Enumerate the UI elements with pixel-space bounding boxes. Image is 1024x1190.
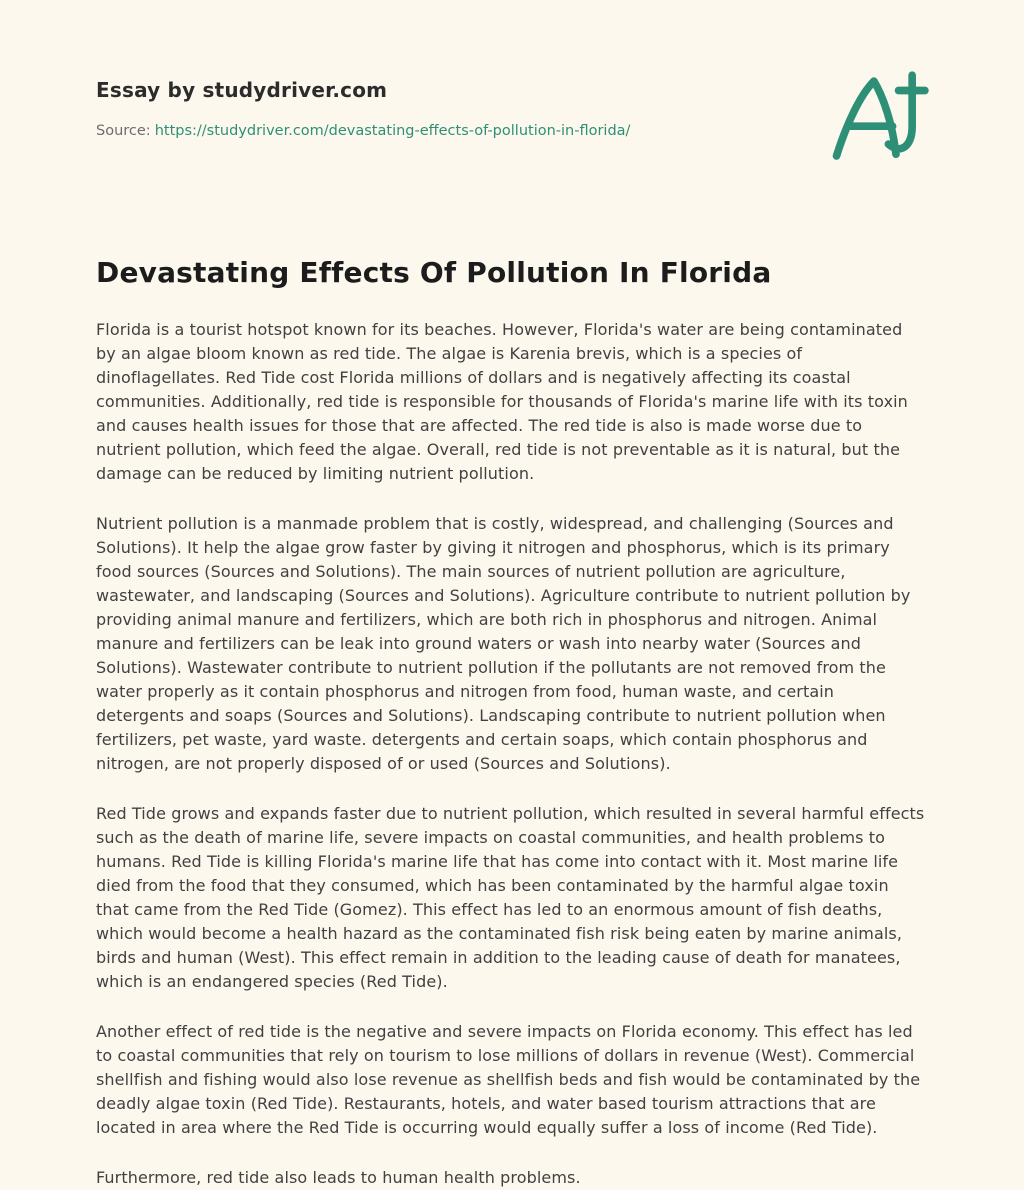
essay-paragraph-1: Florida is a tourist hotspot known for its beaches. However, Florida's water are being contaminated by an algae bloom known as red tide. The algae is Karenia brevis, which is a species of dinoflagellates. Red Tide cost Florida millions of dollars and is negatively affecting its coastal communities. Additionally, red tide is responsible for thousands of Florida's marine life with its toxin and causes health issues for those that are affected. The red tide is also is made worse due to nutrient pollution, which feed the algae. Overall, red tide is not preventable as it is natural, but the damage can be reduced by limiting nutrient pollution. — [96, 320, 908, 483]
essay-body — [96, 318, 926, 1190]
source-label: Source: — [96, 123, 151, 139]
source-line — [96, 123, 926, 139]
essay-paragraph-4: Another effect of red tide is the negative and severe impacts on Florida economy. This effect has led to coastal communities that rely on tourism to lose millions of dollars in revenue (West). Commercial shellfish and fishing would also lose revenue as shellfish beds and fish would be contaminated by the deadly algae toxin (Red Tide). Restaurants, hotels, and water based tourism attractions that are located in area where the Red Tide is occurring would equally suffer a loss of income (Red Tide). — [96, 1022, 921, 1137]
essay-paragraph-2: Nutrient pollution is a manmade problem that is costly, widespread, and challenging (Sources and Solutions). It help the algae grow faster by giving it nitrogen and phosphorus, which is its primary food sources (Sources and Solutions). The main sources of nutrient pollution are agriculture, wastewater, and landscaping (Sources and Solutions). Agriculture contribute to nutrient pollution by providing animal manure and fertilizers, which are both rich in phosphorus and nitrogen. Animal manure and fertilizers can be leak into ground waters or wash into nearby water (Sources and Solutions). Wastewater contribute to nutrient pollution if the pollutants are not removed from the water properly as it contain phosphorus and nitrogen from food, human waste, and certain detergents and soaps (Sources and Solutions). Landscaping contribute to nutrient pollution when fertilizers, pet waste, yard waste. detergents and certain soaps, which contain phosphorus and nitrogen, are not properly disposed of or used (Sources and Solutions). — [96, 514, 911, 773]
essay-title: Devastating Effects Of Pollution In Florida — [96, 256, 772, 289]
source-url-link[interactable]: https://studydriver.com/devastating-effects-of-pollution-in-florida/ — [154, 123, 631, 139]
essay-paragraph-3: Red Tide grows and expands faster due to nutrient pollution, which resulted in several harmful effects such as the death of marine life, severe impacts on coastal communities, and health problems to humans. Red Tide is killing Florida's marine life that has come into contact with it. Most marine life died from the food that they consumed, which has been contaminated by the harmful algae toxin that came from the Red Tide (Gomez). This effect has led to an enormous amount of fish deaths, which would become a health hazard as the contaminated fish risk being eaten by marine animals, birds and human (West). This effect remain in addition to the leading cause of death for manatees, which is an endangered species (Red Tide). — [96, 804, 925, 991]
document-header — [96, 0, 926, 139]
essay-byline: Essay by studydriver.com — [96, 78, 388, 102]
a-plus-logo-icon — [828, 68, 930, 164]
essay-paragraph-5: Furthermore, red tide also leads to human health problems. — [96, 1168, 581, 1187]
studydriver-logo — [828, 68, 930, 164]
essay-content — [96, 255, 926, 1190]
